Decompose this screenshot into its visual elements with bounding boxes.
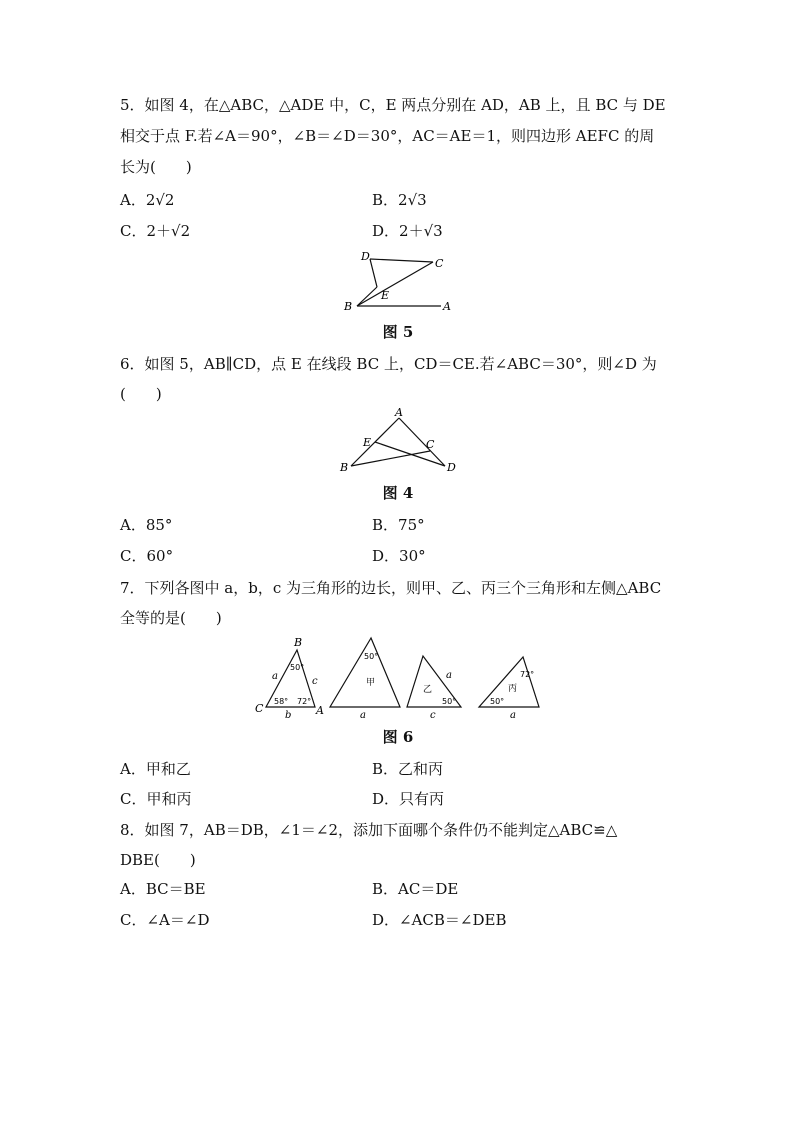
q7-side-c: c xyxy=(312,676,318,687)
q7-yi-side-c: c xyxy=(430,710,436,721)
q7-bing-angle-72: 72° xyxy=(520,670,535,679)
q7-label-a: A xyxy=(316,704,324,717)
q5-figure-caption: 图 5 xyxy=(382,323,414,341)
q8-option-d: D．∠ACB＝∠DEB xyxy=(372,911,507,929)
q7-triangle-yi xyxy=(407,656,461,721)
q7-side-b: b xyxy=(285,710,292,721)
q8-text-line1: 8．如图 7，AB＝DB，∠1＝∠2，添加下面哪个条件仍不能判定△ABC≌△ xyxy=(120,821,618,839)
q6-label-b: B xyxy=(340,461,349,474)
q7-figure xyxy=(250,634,550,724)
q7-triangle-bing xyxy=(479,657,539,721)
q5-figure xyxy=(335,246,465,316)
q7-jia-side-a: a xyxy=(360,710,366,721)
q7-option-d: D．只有丙 xyxy=(372,790,445,808)
q5-option-c: C．2＋√2 xyxy=(120,222,191,240)
q6-figure xyxy=(335,406,465,476)
q7-angle-50: 50° xyxy=(290,663,305,672)
q7-yi-side-a: a xyxy=(446,670,452,681)
q7-label-jia: 甲 xyxy=(366,678,376,688)
q5-text-line1: 5．如图 4，在△ABC，△ADE 中，C，E 两点分别在 AD，AB 上，且 BC 与 DE xyxy=(120,96,666,114)
q5-label-d: D xyxy=(361,250,370,263)
q6-text-line2: ( ) xyxy=(120,385,162,403)
q8-option-b: B．AC＝DE xyxy=(372,880,459,898)
q6-figure-caption: 图 4 xyxy=(382,484,414,502)
q6-option-a: A．85° xyxy=(120,516,173,534)
q7-option-c: C．甲和丙 xyxy=(120,790,192,808)
q5-label-a: A xyxy=(443,300,451,313)
q5-option-a: A．2√2 xyxy=(120,191,175,209)
q8-text-line2: DBE( ) xyxy=(120,851,196,869)
q7-option-b: B．乙和丙 xyxy=(372,760,444,778)
q6-label-e: E xyxy=(363,436,372,449)
q7-bing-angle-50: 50° xyxy=(490,697,505,706)
q6-label-c: C xyxy=(426,438,435,451)
q6-option-d: D．30° xyxy=(372,547,426,565)
q7-label-bing: 丙 xyxy=(508,684,518,694)
q7-text-line1: 7．下列各图中 a，b，c 为三角形的边长，则甲、乙、丙三个三角形和左侧△ABC xyxy=(120,579,662,597)
q7-jia-angle-50: 50° xyxy=(364,652,379,661)
q7-triangle-abc xyxy=(255,636,324,721)
q7-label-yi: 乙 xyxy=(423,685,433,695)
q5-label-b: B xyxy=(344,300,353,313)
q7-angle-72: 72° xyxy=(297,697,312,706)
q7-text-line2: 全等的是( ) xyxy=(120,609,222,627)
q7-angle-58: 58° xyxy=(274,697,289,706)
q5-text-line3: 长为( ) xyxy=(120,158,192,176)
q7-bing-side-a: a xyxy=(510,710,516,721)
q6-option-b: B．75° xyxy=(372,516,425,534)
q6-label-a: A xyxy=(395,406,403,419)
q6-text-line1: 6．如图 5，AB∥CD，点 E 在线段 BC 上，CD＝CE.若∠ABC＝30°，则∠D 为 xyxy=(120,355,657,373)
q7-label-b: B xyxy=(294,636,303,649)
q7-label-c: C xyxy=(255,702,264,715)
q5-text-line2: 相交于点 F.若∠A＝90°，∠B＝∠D＝30°，AC＝AE＝1，则四边形 AEFC 的周 xyxy=(120,127,655,145)
q7-side-a: a xyxy=(272,671,278,682)
q8-option-c: C．∠A＝∠D xyxy=(120,911,210,929)
q6-option-c: C．60° xyxy=(120,547,174,565)
q7-option-a: A．甲和乙 xyxy=(120,760,191,778)
q6-label-d: D xyxy=(447,461,456,474)
q7-yi-angle-50: 50° xyxy=(442,697,457,706)
q5-label-c: C xyxy=(435,257,444,270)
q7-triangle-jia xyxy=(330,638,400,721)
q5-option-b: B．2√3 xyxy=(372,191,427,209)
q5-option-d: D．2＋√3 xyxy=(372,222,443,240)
q8-option-a: A．BC＝BE xyxy=(120,880,206,898)
q7-figure-caption: 图 6 xyxy=(382,728,414,746)
q5-label-e: E xyxy=(381,289,390,302)
